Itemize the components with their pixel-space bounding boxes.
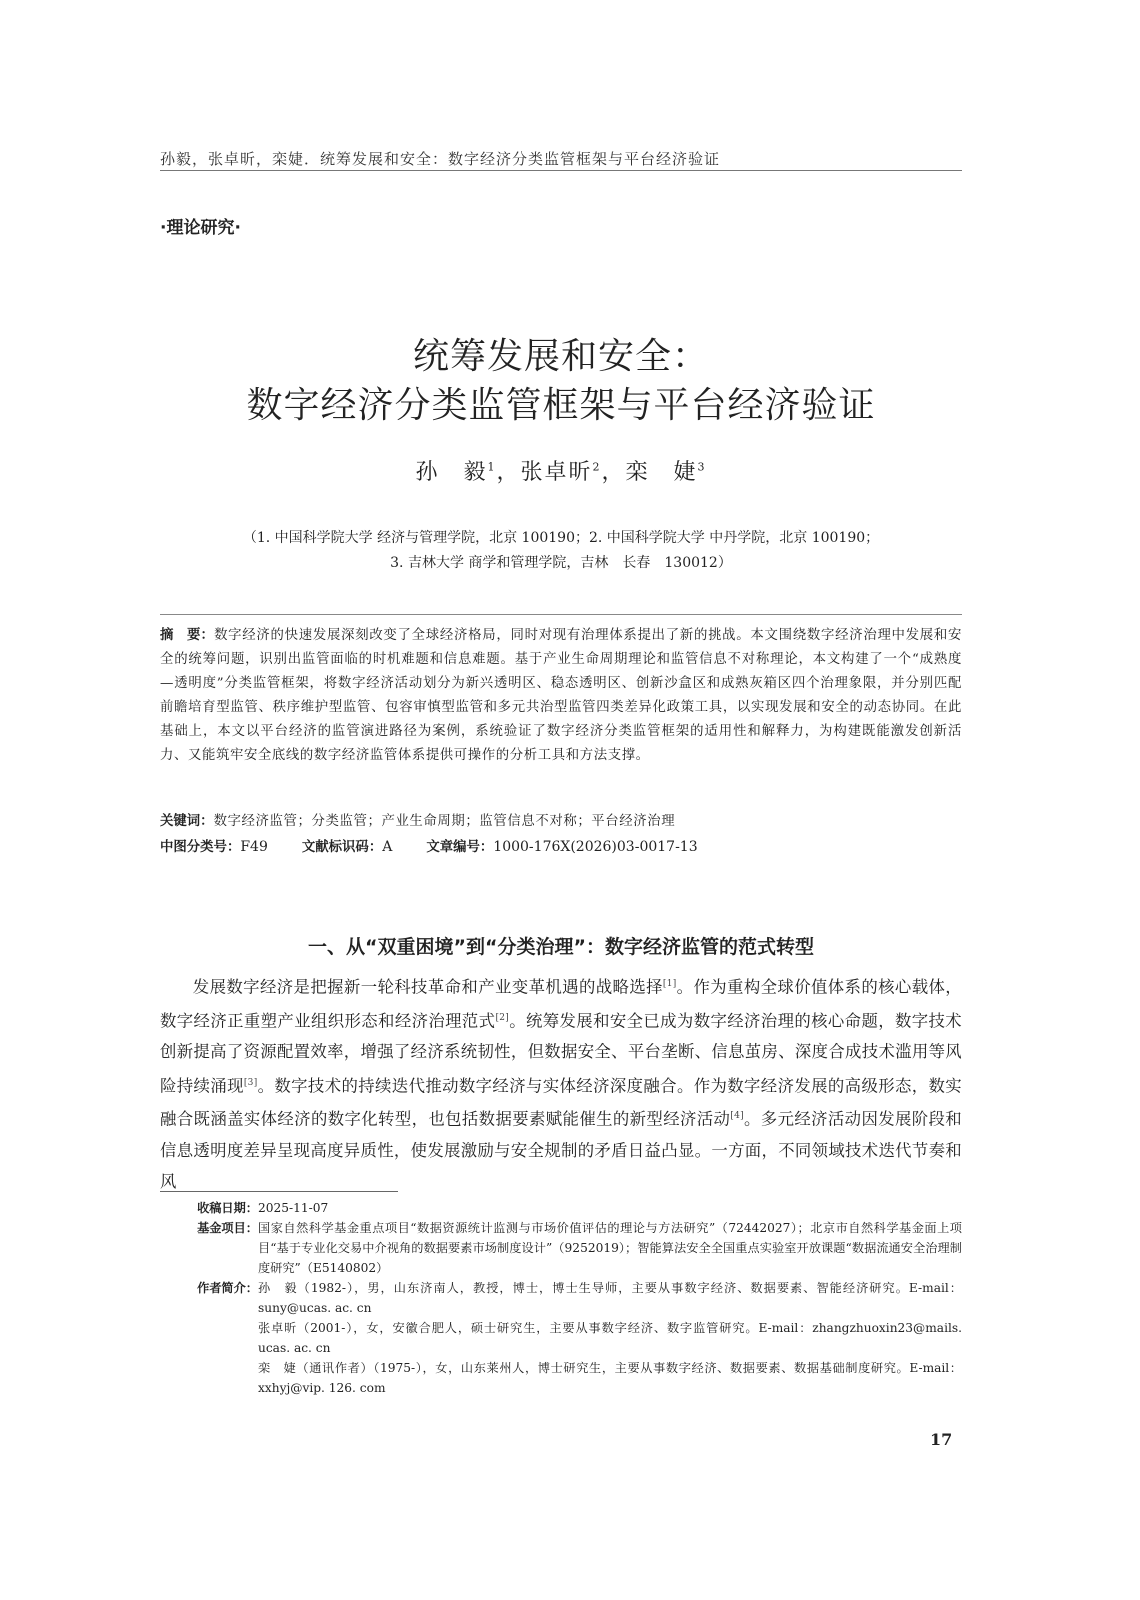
author-affiliation-mark: 3 (697, 460, 707, 474)
body-text-segment: 。统筹发展和安全已成为数字经济治理的核心命题，数字技术创新提高了资源配置效率，增强了经济系统韧性，但数据安全、平台垄断、信息茧房、深度合成技术滥用等风险持续涌现 (160, 1011, 962, 1096)
clc-value: F49 (240, 839, 268, 855)
author-name: 孙 毅 (415, 460, 488, 485)
keywords-label: 关键词： (160, 814, 214, 829)
received-date-label: 收稿日期： (197, 1201, 258, 1215)
footnotes (160, 1198, 962, 1398)
author-name: 张卓昕 (520, 460, 593, 485)
citation-ref[interactable]: [1] (662, 979, 677, 989)
doc-code-value: A (382, 839, 393, 855)
column-tag: ·理论研究· (160, 218, 241, 238)
author-bio-label: 作者简介： (197, 1281, 258, 1295)
fund-label: 基金项目： (197, 1221, 258, 1235)
fund-row (160, 1218, 962, 1278)
body-text-segment: 发展数字经济是把握新一轮科技革命和产业变革机遇的战略选择 (192, 977, 663, 997)
author-bio: 张卓昕（2001-），女，安徽合肥人，硕士研究生，主要从事数字经济、数字监管研究。E-mail：zhangzhuoxin23@mails. ucas. ac. cn (258, 1321, 962, 1355)
running-head: 孙毅，张卓昕，栾婕．统筹发展和安全：数字经济分类监管框架与平台经济验证 (160, 150, 721, 168)
author-bio-row (160, 1278, 962, 1398)
received-date-row (160, 1198, 962, 1218)
page-number: 17 (930, 1430, 953, 1449)
affiliation-line1: （1. 中国科学院大学 经济与管理学院，北京 100190；2. 中国科学院大学 中丹学院，北京 100190； (242, 530, 880, 546)
keywords-text: 数字经济监管；分类监管；产业生命周期；监管信息不对称；平台经济治理 (213, 814, 676, 829)
header-rule (160, 170, 962, 171)
abstract-label: 摘 要： (160, 628, 215, 643)
fund-value: 国家自然科学基金重点项目“数据资源统计监测与市场价值评估的理论与方法研究”（72442027）；北京市自然科学基金面上项目“基于专业化交易中介视角的数据要素市场制度设计”（9252019）；智能算法安全全国重点实验室开放课题“数据流通安全治理制度研究”（E5140802） (258, 1221, 962, 1275)
abstract-rule (160, 614, 962, 615)
citation-ref[interactable]: [4] (730, 1111, 744, 1122)
body-text-segment: 。多元经济活动因发展阶段和信息透明度差异呈现高度异质性，使发展激励与安全规制的矛盾日益凸显。一方面，不同领域技术迭代节奏和风 (160, 1109, 963, 1192)
author-affiliation-mark: 1 (487, 460, 497, 474)
abstract (160, 624, 962, 768)
doc-code-label: 文献标识码： (301, 840, 383, 855)
author-name: 栾 婕 (625, 460, 698, 485)
keywords (160, 810, 962, 834)
abstract-text: 数字经济的快速发展深刻改变了全球经济格局，同时对现有治理体系提出了新的挑战。本文围绕数字经济治理中发展和安全的统筹问题，识别出监管面临的时机难题和信息难题。基于产业生命周期理论和监管信息不对称理论，本文构建了一个“成熟度—透明度”分类监管框架，将数字经济活动划分为新兴透明区、稳态透明区、创新沙盒区和成熟灰箱区四个治理象限，并分别匹配前瞻培育型监管、秩序维护型监管、包容审慎型监管和多元共治型监管四类差异化政策工具，以实现发展和安全的动态协同。在此基础上，本文以平台经济的监管演进路径为案例，系统验证了数字经济分类监管框架的适用性和解释力，为构建既能激发创新活力、又能筑牢安全底线的数字经济监管体系提供可操作的分析工具和方法支撑。 (160, 628, 963, 763)
received-date-value: 2025-11-07 (258, 1201, 329, 1215)
affiliation-line2: 3. 吉林大学 商学和管理学院，吉林 长春 130012） (390, 555, 732, 571)
citation-ref[interactable]: [3] (243, 1077, 258, 1088)
author-bio: 栾 婕（通讯作者）（1975-），女，山东莱州人，博士研究生，主要从事数字经济、数据要素、数据基础制度研究。E-mail：xxhyj@vip. 126. com (258, 1361, 962, 1395)
body-text-segment: 。数字技术的持续迭代推动数字经济与实体经济深度融合。作为数字经济发展的高级形态，数实融合既涵盖实体经济的数字化转型，也包括数据要素赋能催生的新型经济活动 (160, 1076, 962, 1129)
clc-label: 中图分类号： (160, 840, 241, 855)
section-heading: 一、从“双重困境”到“分类治理”：数字经济监管的范式转型 (308, 936, 814, 958)
article-title-line1: 统筹发展和安全： (412, 336, 709, 377)
article-number-label: 文章编号： (426, 840, 494, 855)
author-affiliation-mark: 2 (592, 460, 602, 474)
footnote-rule (160, 1191, 398, 1192)
author-list (160, 455, 962, 486)
body-text-segment: 。作为重构全球价值体系的核心载体，数字经济正重塑产业组织形态和经济治理范式 (160, 977, 962, 1031)
author-separator: ， (601, 460, 626, 485)
classification-line (160, 835, 962, 860)
author-bio: 孙 毅（1982-），男，山东济南人，教授，博士，博士生导师，主要从事数字经济、数据要素、智能经济研究。E-mail：suny@ucas. ac. cn (258, 1281, 962, 1315)
citation-ref[interactable]: [2] (495, 1012, 510, 1023)
author-separator: ， (496, 460, 521, 485)
article-number-value: 1000-176X(2026)03-0017-13 (493, 839, 698, 855)
article-title-line2: 数字经济分类监管框架与平台经济验证 (246, 385, 876, 426)
body-paragraph (160, 969, 962, 1197)
